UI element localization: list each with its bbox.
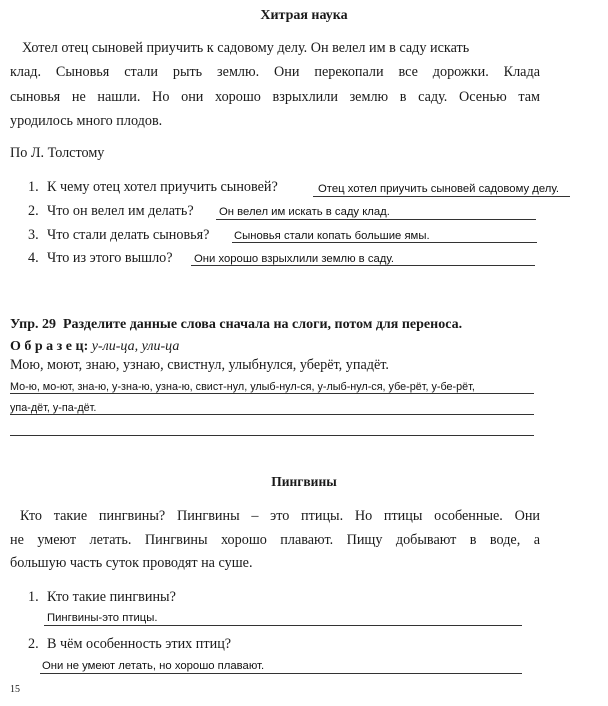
story1-title: Хитрая наука (260, 8, 348, 23)
penguin-question-2-number: 2. (28, 636, 39, 652)
question-2-text: Что он велел им делать? (47, 203, 194, 219)
exercise-task: Разделите данные слова сначала на слоги, потом для переноса. (62, 317, 463, 332)
answer-4-text[interactable]: Они хорошо взрыхлили землю в саду. (194, 253, 395, 265)
penguin-question-1-text: Кто такие пингвины? (47, 589, 176, 605)
question-2-number: 2. (28, 203, 39, 219)
question-3-text: Что стали делать сыновья? (47, 227, 210, 243)
story1-paragraph-line-1: Хотел отец сыновей приучить к садовому делу. Он велел им в саду искать (22, 40, 470, 56)
story1-paragraph-line-4: уродилось много плодов. (10, 113, 163, 129)
answer-1-text[interactable]: Отец хотел приучить сыновей садовому делу. (318, 183, 560, 195)
question-1-number: 1. (28, 179, 39, 195)
exercise-heading (10, 317, 462, 333)
question-1-text: К чему отец хотел приучить сыновей? (47, 179, 278, 195)
story2-paragraph-line-3: большую часть суток проводят на суше. (10, 555, 253, 571)
exercise-answer-text-1[interactable]: Мо-ю, мо-ют, зна-ю, у-зна-ю, узна-ю, свист-нул, улыб-нул-ся, у-лыб-нул-ся, убе-рёт, у-бе-рёт, (10, 381, 475, 393)
story2-title: Пингвины (271, 474, 337, 489)
answer-3-text[interactable]: Сыновья стали копать большие ямы. (234, 230, 430, 242)
answer-4-line (191, 265, 535, 266)
exercise-words: Мою, моют, знаю, узнаю, свистнул, улыбнулся, уберёт, упадёт. (10, 357, 389, 373)
question-4-number: 4. (28, 250, 39, 266)
story1-author: По Л. Толстому (10, 145, 105, 161)
penguin-question-1-number: 1. (28, 589, 39, 605)
exercise-answer-text-2[interactable]: упа-дёт, у-па-дёт. (10, 402, 97, 414)
story1-paragraph-line-2: клад. Сыновья стали рыть землю. Они перекопали все дорожки. Клада (10, 64, 540, 80)
answer-3-line (232, 242, 537, 243)
exercise-answer-line-2 (10, 414, 534, 415)
answer-2-line (216, 219, 536, 220)
penguin-answer-1-line (44, 625, 522, 626)
sample-label: О б р а з е ц: (10, 339, 89, 354)
penguin-question-2-text: В чём особенность этих птиц? (47, 636, 232, 652)
story2-paragraph-line-1: Кто такие пингвины? Пингвины – это птицы. Но птицы особенные. Они (20, 508, 540, 524)
penguin-answer-2-text[interactable]: Они не умеют летать, но хорошо плавают. (42, 660, 265, 672)
sample-text: у-ли-ца, ули-ца (91, 339, 180, 354)
answer-2-text[interactable]: Он велел им искать в саду клад. (219, 206, 390, 218)
answer-1-line (313, 196, 570, 197)
penguin-answer-2-line (40, 673, 522, 674)
penguin-answer-1-text[interactable]: Пингвины-это птицы. (47, 612, 158, 624)
exercise-answer-line-3 (10, 435, 534, 436)
exercise-answer-line-1 (10, 393, 534, 394)
story1-paragraph-line-3: сыновья не нашли. Но они хорошо взрыхлили землю в саду. Осенью там (10, 89, 540, 105)
question-4-text: Что из этого вышло? (47, 250, 173, 266)
story2-paragraph-line-2: не умеют летать. Пингвины хорошо плавают. Пищу добывают в воде, а (10, 532, 540, 548)
page-number: 15 (10, 684, 20, 695)
question-3-number: 3. (28, 227, 39, 243)
exercise-sample (10, 339, 179, 355)
exercise-number: Упр. 29 (10, 317, 56, 332)
